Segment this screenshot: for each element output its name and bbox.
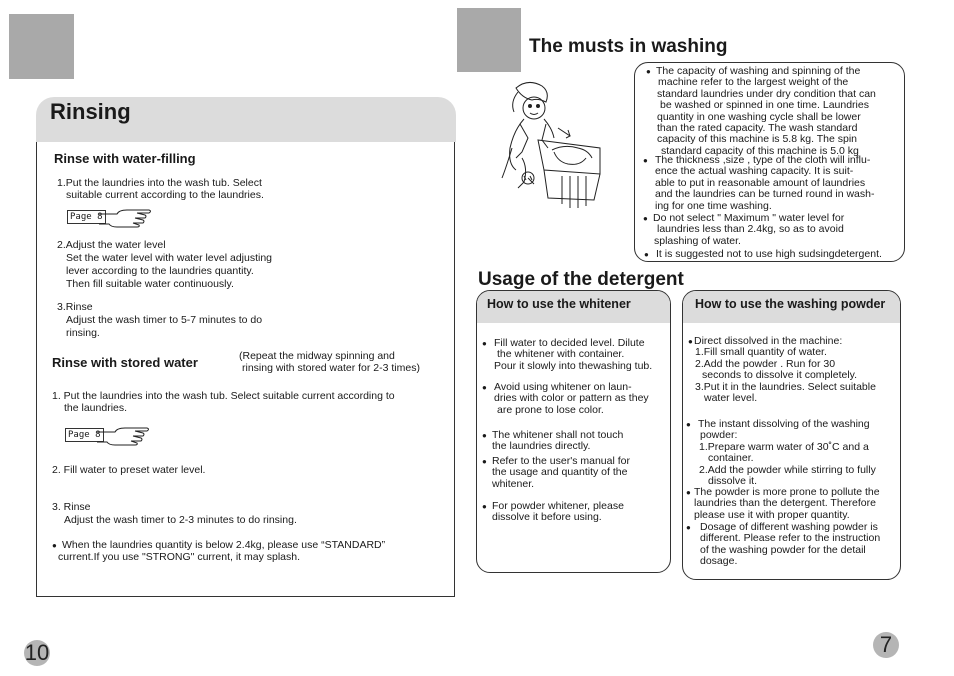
- whitener-b3-line-1: the laundries directly.: [492, 440, 591, 453]
- musts-b1-line-7: standard capacity of this machine is 5.0 kg: [661, 144, 859, 157]
- woman-washing-illustration: [488, 78, 608, 218]
- whitener-b1-line-0: ● Fill water to decided level. Dilute: [482, 338, 667, 349]
- stored-heading: Rinse with stored water: [52, 355, 198, 370]
- whitener-b4-line-2: whitener.: [492, 477, 535, 490]
- page-title: Rinsing: [50, 99, 131, 124]
- stored-note: [239, 351, 444, 374]
- stored-step-3-title: 3. Rinse: [52, 501, 91, 513]
- powder-heading: How to use the washing powder: [683, 291, 900, 323]
- musts-bullet-3: [643, 213, 899, 247]
- musts-b1-line-2: standard laundries under dry condition that can: [657, 87, 876, 100]
- powder-b1-line-3: seconds to dissolve it completely.: [702, 369, 858, 382]
- filling-step-2: [57, 240, 437, 291]
- filling-step-3: [57, 302, 437, 340]
- filling-step-3-line-b: rinsing.: [66, 327, 100, 340]
- filling-step-3-line-a: Adjust the wash timer to 5-7 minutes to do: [66, 314, 263, 327]
- page-ref-hand-1: [67, 206, 153, 231]
- powder-b1-line-2: 2.Add the powder . Run for 30: [695, 357, 836, 370]
- musts-b3-line-2: splashing of water.: [654, 234, 741, 247]
- powder-bullet-3: [686, 487, 898, 521]
- powder-b1-line-4: 3.Put it in the laundries. Select suitable: [695, 380, 876, 393]
- musts-b2-line-2: able to put in reasonable amount of laundries: [655, 176, 866, 189]
- filling-step-1-line-b: suitable current according to the laundries.: [66, 188, 264, 201]
- right-page-number: 7: [873, 632, 899, 658]
- musts-b2-line-3: and the laundries can be turned round in wash-: [655, 188, 875, 201]
- stored-step-3: [52, 502, 442, 527]
- powder-b3-line-2: please use it with proper quantity.: [694, 508, 850, 521]
- stored-note-line-a: (Repeat the midway spinning and: [239, 350, 395, 362]
- page-ref-label: Page 8: [65, 428, 104, 442]
- whitener-b3-line-0: ● The whitener shall not touch: [482, 430, 667, 441]
- musts-title: The musts in washing: [529, 36, 728, 57]
- stored-tip-line-b: current.If you use "STRONG" current, it may splash.: [58, 550, 301, 563]
- pointing-hand-icon: [97, 206, 153, 231]
- rinsing-header-bar: [36, 97, 456, 142]
- stored-step-2: 2. Fill water to preset water level.: [52, 464, 206, 476]
- whitener-bullet-3: [482, 430, 667, 453]
- powder-b1-line-0: ● Direct dissolved in the machine:: [688, 336, 898, 347]
- stored-tip: [52, 540, 447, 563]
- powder-b2-line-3: container.: [708, 452, 754, 465]
- powder-b4-line-0: ● Dosage of different washing powder is: [686, 522, 898, 533]
- stored-note-line-b: rinsing with stored water for 2-3 times): [242, 361, 420, 374]
- musts-b2-line-0: ● The thickness ,size , type of the cloth will influ-: [643, 155, 899, 166]
- whitener-heading: How to use the whitener: [477, 291, 670, 323]
- musts-b1-line-0: ● The capacity of washing and spinning of the: [646, 66, 898, 77]
- filling-step-1: [57, 178, 437, 201]
- filling-heading: Rinse with water-filling: [54, 151, 196, 166]
- filling-step-2-title: 2.Adjust the water level: [57, 239, 166, 251]
- musts-b3-line-0: ● Do not select " Maximum " water level for: [643, 213, 899, 224]
- musts-bullet-1: [646, 66, 898, 157]
- whitener-bullet-4: [482, 456, 667, 490]
- musts-bullet-2: [643, 155, 899, 212]
- pointing-hand-icon: [95, 424, 151, 449]
- musts-b1-line-4: quantity in one washing cycle shall be lower: [657, 110, 861, 123]
- stored-tip-line-a: ● When the laundries quantity is below 2.4kg, please use “STANDARD”: [52, 540, 447, 552]
- powder-b2-line-5: dissolve it.: [708, 475, 758, 488]
- filling-step-1-line-a: 1.Put the laundries into the wash tub. Select: [57, 177, 262, 189]
- powder-bullet-4: [686, 522, 898, 568]
- whitener-bullet-2: [482, 382, 667, 416]
- powder-b3-line-0: ● The powder is more prone to pollute the: [686, 487, 898, 498]
- whitener-b4-line-1: the usage and quantity of the: [492, 466, 628, 479]
- detergent-title: Usage of the detergent: [478, 269, 684, 290]
- powder-b2-line-1: powder:: [700, 429, 738, 442]
- whitener-b2-line-1: dries with color or pattern as they: [494, 392, 649, 405]
- powder-b1-line-1: 1.Fill small quantity of water.: [695, 346, 827, 359]
- musts-b1-line-5: than the rated capacity. The wash standard: [657, 122, 858, 135]
- whitener-b4-line-0: ● Refer to the user's manual for: [482, 456, 667, 467]
- page-ref-hand-2: [65, 424, 151, 449]
- stored-step-1-line-b: the laundries.: [64, 401, 128, 414]
- whitener-b5-line-1: dissolve it before using.: [492, 511, 602, 524]
- powder-b2-line-2: 1.Prepare warm water of 30˚C and a: [699, 440, 869, 453]
- powder-b3-line-1: laundries than the detergent. Therefore: [694, 497, 876, 510]
- whitener-b2-line-0: ● Avoid using whitener on laun-: [482, 382, 667, 393]
- powder-b4-line-1: different. Please refer to the instruction: [700, 532, 881, 545]
- powder-b2-line-0: ● The instant dissolving of the washing: [686, 419, 898, 430]
- stored-step-1: [52, 391, 447, 414]
- stored-step-3-line-a: Adjust the wash timer to 2-3 minutes to do rinsing.: [64, 514, 297, 527]
- powder-bullet-1: [688, 336, 898, 404]
- whitener-b5-line-0: ● For powder whitener, please: [482, 501, 667, 512]
- powder-b1-line-5: water level.: [704, 392, 758, 405]
- musts-b3-line-1: laundries less than 2.4kg, so as to avoid: [657, 223, 844, 236]
- musts-bullet-4: ● It is suggested not to use high sudsingdetergent.: [644, 249, 902, 260]
- stored-step-1-line-a: 1. Put the laundries into the wash tub. Select suitable current according to: [52, 390, 395, 402]
- right-corner-square: [457, 8, 521, 72]
- whitener-bullet-1: [482, 338, 667, 372]
- filling-step-2-line-b: lever according to the laundries quantity.: [66, 265, 254, 278]
- musts-b1-line-3: be washed or spinned in one time. Laundries: [660, 99, 869, 112]
- filling-step-2-line-a: Set the water level with water level adjusting: [66, 252, 273, 265]
- left-corner-square: [9, 14, 74, 79]
- whitener-b1-line-2: Pour it slowly into thewashing tub.: [494, 359, 653, 372]
- musts-b1-line-6: capacity of this machine is 5.8 kg. The spin: [657, 133, 857, 146]
- page-ref-label: Page 8: [67, 210, 106, 224]
- whitener-bullet-5: [482, 501, 667, 524]
- musts-b2-line-1: ence the actual washing capacity. It is suit-: [655, 165, 854, 178]
- powder-b4-line-3: dosage.: [700, 555, 738, 568]
- filling-step-3-title: 3.Rinse: [57, 301, 93, 313]
- left-page-number: 10: [24, 640, 50, 665]
- musts-b1-line-1: machine refer to the largest weight of the: [658, 76, 849, 89]
- whitener-b1-line-1: the whitener with container.: [497, 348, 625, 361]
- powder-b4-line-2: of the washing powder for the detail: [700, 543, 866, 556]
- whitener-b2-line-2: are prone to lose color.: [497, 403, 604, 416]
- filling-step-2-line-c: Then fill suitable water continuously.: [66, 278, 234, 291]
- powder-bullet-2: [686, 419, 898, 487]
- musts-b2-line-4: ing for one time washing.: [655, 199, 772, 212]
- powder-b2-line-4: 2.Add the powder while stirring to fully: [699, 463, 876, 476]
